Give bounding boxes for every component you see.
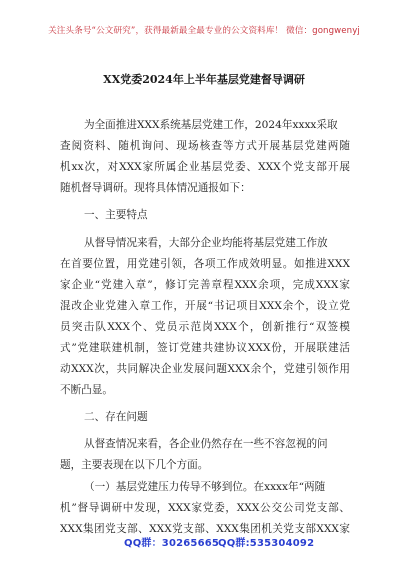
paragraph-line: 机xx次，对XXX家所属企业基层党委、XXX个党支部开展 xyxy=(60,161,350,173)
paragraph-line: 混改企业党建入章工作，开展“书记项目XXX余个，设立党 xyxy=(60,300,350,312)
paragraph-line: 不断凸显。 xyxy=(60,384,113,396)
section-heading: 一、主要特点 xyxy=(84,209,148,221)
paragraph-line: 式”党建联建机制，签订党建共建协议XXX份，开展联建活 xyxy=(60,342,350,354)
paragraph-line: （一）基层党建压力传导不够到位。在xxxx年“两随 xyxy=(84,481,326,493)
paragraph-line: 员突击队XXX个、党员示范岗XXX个，创新推行“双签模 xyxy=(60,321,350,333)
paragraph-line: 从督导情况来看，大部分企业均能将基层党建工作放 xyxy=(84,237,328,249)
top-banner: 关注头条号“公文研究”，获得最新最全最专业的公文资料库！ 微信：gongwenyj xyxy=(48,26,360,36)
paragraph-line: 家企业“党建入章”，修订完善章程XXX余项，完成XXX家 xyxy=(60,279,350,291)
paragraph-line: 机”督导调研中发现，XXX家党委，XXX公交公司党支部、 xyxy=(60,502,350,514)
section-heading: 二、存在问题 xyxy=(84,411,148,423)
paragraph-line: XXX集团党支部、XXX党支部、XXX集团机关党支部XXX家 xyxy=(60,523,350,535)
page-title: XX党委2024年上半年基层党建督导调研 xyxy=(103,73,305,86)
footer-qq-group-1: QQ群：30265665 xyxy=(124,538,220,549)
paragraph-line: 查阅资料、随机询问、现场核查等方式开展基层党建两随 xyxy=(60,140,350,152)
paragraph-line: 从督查情况来看，各企业仍然存在一些不容忽视的问 xyxy=(84,438,328,450)
footer-qq-group-2: QQ群:535304092 xyxy=(218,538,315,549)
paragraph-line: 在首要位置，用党建引领，各项工作成效明显。如推进XXX xyxy=(60,258,350,270)
paragraph-line: 题，主要表现在以下几个方面。 xyxy=(60,459,209,471)
paragraph-line: 动XXX次，共同解决企业发展问题XXX余个，党建引领作用 xyxy=(60,363,350,375)
paragraph-line: 为全面推进XXX系统基层党建工作，2024年xxxx采取 xyxy=(84,119,338,131)
paragraph-line: 随机督导调研。现将具体情况通报如下： xyxy=(60,182,251,194)
